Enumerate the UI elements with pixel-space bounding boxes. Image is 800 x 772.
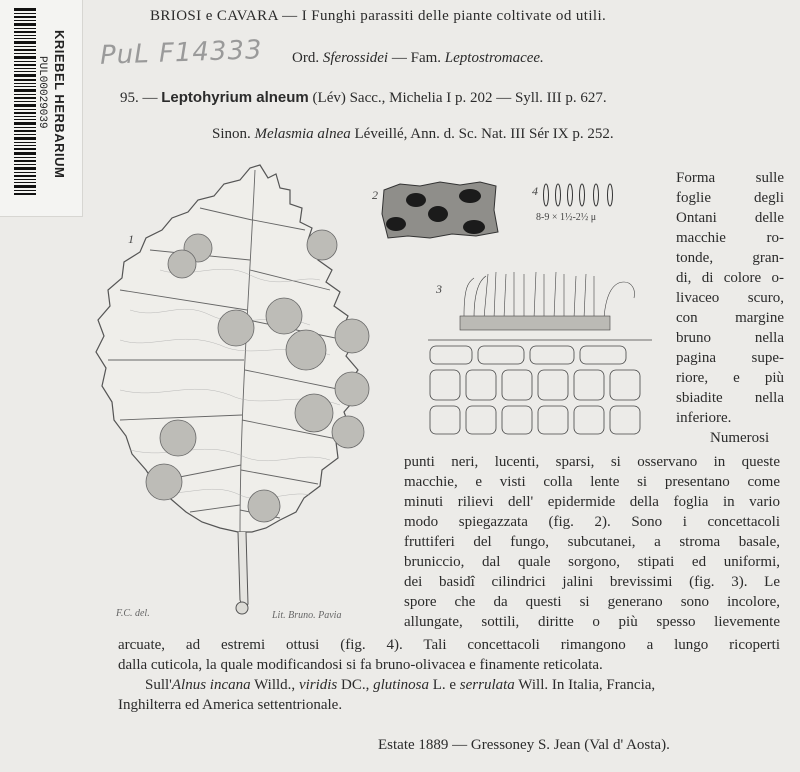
body-text <box>404 452 780 632</box>
text-line: allungate, sottili, diritte o più spesso lievemente <box>404 614 780 630</box>
text-line: di, di colore o- <box>676 270 784 286</box>
leaf-fragment-illustration <box>380 180 500 242</box>
text-line: bruniccio, dal quale sorgono, stipati ed uniformi, <box>404 554 780 570</box>
host-name: glutinosa <box>373 677 429 693</box>
text-line: livaceo scuro, <box>676 290 784 306</box>
text-line: dei basidî cilindrici jalini brevissimi (fig. 3). Le <box>404 574 780 590</box>
text-line: sbiadite nella <box>676 390 784 406</box>
spores-illustration <box>540 182 620 208</box>
leaf-illustration <box>90 160 380 620</box>
species-heading <box>120 89 607 107</box>
family-prefix: — Fam. <box>391 50 442 66</box>
handwritten-accession: PuL F14333 <box>99 35 264 71</box>
synonym-citation: Léveillé, Ann. d. Sc. Nat. III Sér IX p. 252. <box>354 126 614 142</box>
hosts-text: Sull' <box>145 677 172 693</box>
synonym-prefix: Sinon. <box>212 126 251 142</box>
indent-line: Numerosi <box>710 430 770 446</box>
text-line: dalla cuticola, la quale modificandosi si fa bruno-olivacea e finamente reticolata. <box>118 657 603 673</box>
figure-4-label: 4 <box>532 184 538 198</box>
printer-signature: Lit. Bruno. Pavia <box>272 610 342 621</box>
hosts-line <box>145 677 655 694</box>
hosts-text: L. e <box>432 677 457 693</box>
text-line: foglie degli <box>676 190 784 206</box>
host-name: serrulata <box>459 677 515 693</box>
herbarium-name: KRIEBEL HERBARIUM <box>52 30 67 179</box>
text-line: macchie ro- <box>676 230 784 246</box>
text-line: pagina supe- <box>676 350 784 366</box>
text-line: fruttiferi del fungo, subcutanei, a stroma basale, <box>404 534 780 550</box>
hosts-text: DC., <box>341 677 370 693</box>
text-line: Forma sulle <box>676 170 784 186</box>
order-prefix: Ord. <box>292 50 320 66</box>
figure-3-label: 3 <box>436 282 442 296</box>
text-line: tonde, gran- <box>676 250 784 266</box>
authors: BRIOSI e CAVARA <box>150 8 278 24</box>
text-line: bruno nella <box>676 330 784 346</box>
hosts-text: Will. In Italia, Francia, <box>518 677 656 693</box>
species-authority: (Lév) Sacc., Michelia I p. 202 — Syll. III p. 627. <box>312 90 607 106</box>
artist-signature: F.C. del. <box>116 608 150 619</box>
figure-1-label: 1 <box>128 232 134 246</box>
text-line: Inghilterra ed America settentrionale. <box>118 697 343 713</box>
text-line: macchie, e visti colla lente si presentano come <box>404 474 780 490</box>
host-name: Alnus incana <box>171 677 251 693</box>
text-line: arcuate, ad estremi ottusi (fig. 4). Tali concettacoli rimangono a lungo ricoperti <box>118 637 780 653</box>
specimen-code: PUL00029039 <box>36 56 48 129</box>
herbarium-label <box>0 0 83 217</box>
synonym-line <box>212 126 614 143</box>
collection-footer: Estate 1889 — Gressoney S. Jean (Val d' Aosta). <box>378 737 670 753</box>
family-name: Leptostromacee. <box>444 50 544 66</box>
text-line: Ontani delle <box>676 210 784 226</box>
text-line: modo spiegazzata (fig. 2). Sono i concettacoli <box>404 514 780 530</box>
hosts-text: Willd., <box>254 677 296 693</box>
synonym-name: Melasmia alnea <box>254 126 351 142</box>
order-name: Sferossidei <box>322 50 389 66</box>
text-line: minuti rilievi dell' epidermide della foglia in vario <box>404 494 780 510</box>
text-line: con margine <box>676 310 784 326</box>
text-line: inferiore. <box>676 410 732 426</box>
host-name: viridis <box>298 677 338 693</box>
right-column-text <box>676 168 784 428</box>
species-name: Leptohyrium alneum <box>161 89 309 106</box>
figure-2-label: 2 <box>372 188 378 202</box>
work-title: — I Funghi parassiti delle piante coltivate od utili. <box>282 8 607 24</box>
barcode <box>14 8 36 198</box>
cross-section-illustration <box>424 268 656 438</box>
text-line: spore che da questi si generano sono incolore, <box>404 594 780 610</box>
classification <box>292 50 544 67</box>
text-line: riore, e più <box>676 370 784 386</box>
species-number: 95. — <box>120 90 158 106</box>
spore-measurement: 8-9 × 1½-2½ μ <box>536 212 597 223</box>
series-title <box>150 8 606 25</box>
text-line: punti neri, lucenti, sparsi, si osservano in queste <box>404 454 780 470</box>
